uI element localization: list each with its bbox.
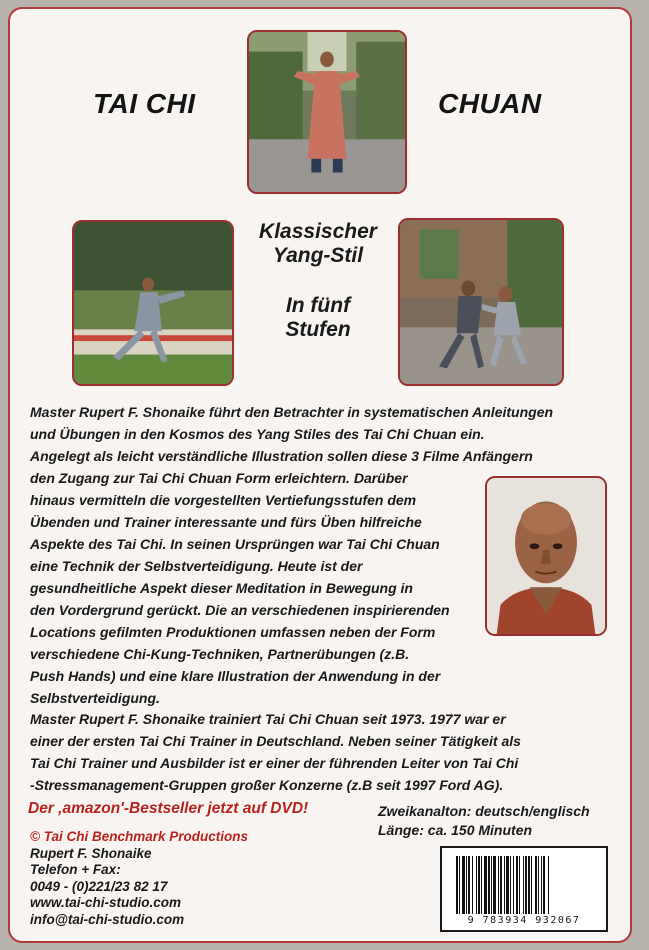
contact-name: Rupert F. Shonaike: [30, 845, 152, 861]
description-line: eine Technik der Selbstverteidigung. Heute ist der: [30, 558, 363, 574]
description-paragraph: [30, 401, 553, 709]
contact-credits: [30, 829, 248, 928]
subtitle-line-3: In fünf: [285, 294, 351, 317]
runtime: Länge: ca. 150 Minuten: [378, 822, 533, 838]
bestseller-banner: Der ‚amazon'-Bestseller jetzt auf DVD!: [28, 800, 309, 817]
subtitle-line-4: Stufen: [285, 318, 351, 341]
phone-label: Telefon + Fax:: [30, 862, 121, 877]
photo-top-standing-pose: [247, 30, 407, 194]
barcode: [440, 846, 608, 932]
bio-line: einer der ersten Tai Chi Trainer in Deutschland. Neben seiner Tätigkeit als: [30, 733, 521, 749]
title-left: TAI CHI: [93, 88, 196, 119]
photo-right-partner-practice: [398, 218, 564, 386]
audio-language: Zweikanalton: deutsch/englisch: [378, 803, 590, 819]
bio-paragraph: [30, 708, 521, 796]
description-line: hinaus vermitteln die vorgestellten Vertiefungsstufen dem: [30, 492, 417, 508]
subtitle-line-1: Klassischer: [259, 220, 377, 243]
barcode-bars: [456, 856, 596, 914]
audio-info: [378, 802, 590, 840]
bio-line: Master Rupert F. Shonaike trainiert Tai Chi Chuan seit 1973. 1977 war er: [30, 711, 506, 727]
description-line: Master Rupert F. Shonaike führt den Betrachter in systematischen Anleitungen: [30, 404, 554, 420]
barcode-number: 9 783934 932067: [467, 915, 581, 926]
description-line: den Vordergrund gerückt. Die an verschiedenen inspirierenden: [30, 602, 450, 618]
bio-line: -Stressmanagement-Gruppen großer Konzerne (z.B seit 1997 Ford AG).: [30, 777, 504, 793]
description-line: den Zugang zur Tai Chi Chuan Form erleichtern. Darüber: [30, 470, 408, 486]
copyright-line: © Tai Chi Benchmark Productions: [30, 829, 248, 844]
title-right: CHUAN: [438, 88, 542, 119]
subtitle-line-2: Yang-Stil: [272, 244, 364, 267]
description-line: Push Hands) und eine klare Illustration der Anwendung in der: [30, 668, 441, 684]
description-line: Angelegt als leicht verständliche Illustration sollen diese 3 Filme Anfängern: [30, 448, 533, 464]
bio-line: Tai Chi Trainer und Ausbilder ist er einer der führenden Leiter von Tai Chi: [30, 755, 519, 771]
description-line: Locations gefilmten Produktionen umfassen neben der Form: [30, 624, 436, 640]
subtitle-levels: [244, 294, 392, 342]
description-line: und Übungen in den Kosmos des Yang Stiles des Tai Chi Chuan ein.: [30, 426, 485, 442]
subtitle-style: [244, 220, 392, 268]
photo-left-kick-pose: [72, 220, 234, 386]
website: www.tai-chi-studio.com: [30, 895, 182, 910]
description-line: Aspekte des Tai Chi. In seinen Ursprüngen war Tai Chi Chuan: [30, 536, 440, 552]
description-line: verschiedene Chi-Kung-Techniken, Partnerübungen (z.B.: [30, 646, 410, 662]
phone-number: 0049 - (0)221/23 82 17: [30, 878, 168, 894]
description-line: Übenden und Trainer interessante und fürs Üben hilfreiche: [30, 514, 422, 530]
description-line: Selbstverteidigung.: [30, 690, 160, 706]
description-line: gesundheitliche Aspekt dieser Meditation in Bewegung in: [30, 580, 413, 596]
email: info@tai-chi-studio.com: [30, 911, 185, 927]
